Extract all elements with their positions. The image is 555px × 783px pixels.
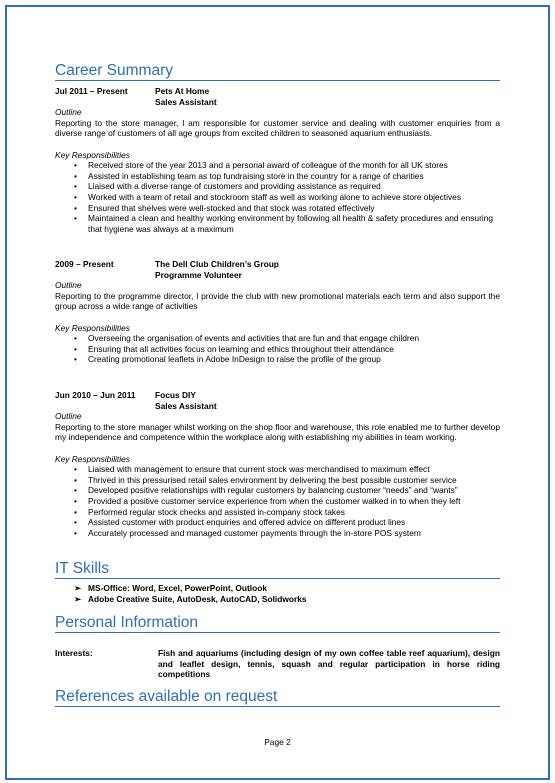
list-item: • Provided a positive customer service experience from when the customer walked in to when they left — [88, 496, 500, 507]
personal-information-section — [55, 648, 500, 680]
skill-text: MS-Office: Word, Excel, PowerPoint, Outlook — [88, 583, 267, 593]
list-item: • Liaised with a diverse range of customers and providing assistance as required — [88, 181, 500, 192]
list-item: • Performed regular stock checks and assisted in-company stock takes — [88, 507, 500, 518]
job-title: Programme Volunteer — [155, 269, 242, 280]
list-item: • Creating promotional leaflets in Adobe InDesign to raise the profile of the group — [88, 354, 500, 365]
job-employer-title — [155, 390, 217, 411]
list-item: • Overseeing the organisation of events and activities that are fun and that engage children — [88, 333, 500, 344]
job-header — [55, 390, 500, 411]
arrow-bullet-icon: ➢ — [74, 583, 82, 593]
responsibilities-list — [55, 160, 500, 234]
personal-information-heading: Personal Information — [55, 614, 500, 633]
job-entry — [55, 86, 500, 234]
outline-text: Reporting to the store manager, I am responsible for customer service and dealing with customer enquiries from a diverse range of customers of all age groups from excited children to seasoned aquarium enthusiasts. — [55, 117, 500, 139]
job-entry — [55, 259, 500, 365]
it-skills-list — [55, 583, 500, 604]
interests-label: Interests: — [55, 648, 93, 658]
arrow-bullet-icon: ➢ — [74, 593, 82, 604]
job-date: Jun 2010 – Jun 2011 — [55, 390, 136, 400]
list-item: • Developed positive relationships with regular customers by balancing customer “needs” and “wants” — [88, 485, 500, 496]
outline-text: Reporting to the programme director, I provide the club with new promotional materials each term and also support the group across a wide range of activities — [55, 290, 500, 312]
job-employer: The Dell Club Children’s Group — [155, 259, 279, 269]
responsibilities-label: Key Responsibilities — [55, 149, 130, 160]
responsibilities-label: Key Responsibilities — [55, 322, 130, 333]
references-heading: References available on request — [55, 688, 500, 707]
list-item: • Thrived in this pressurised retail sales environment by delivering the best possible customer service — [88, 475, 500, 486]
job-header — [55, 259, 500, 280]
list-item — [74, 583, 500, 594]
career-summary-heading: Career Summary — [55, 62, 500, 81]
list-item: • Assisted in establishing team as top fundraising store in the country for a range of charities — [88, 171, 500, 182]
interests-value: Fish and aquariums (including design of my own coffee table reef aquarium), design and leaflet design, tennis, squash and regular participation in horse riding competitions — [158, 648, 500, 680]
skill-text: Adobe Creative Suite, AutoDesk, AutoCAD, Solidworks — [88, 593, 307, 604]
list-item: • Maintained a clean and healthy working environment by following all health & safety procedures and ensuring that hygiene was always at a maximum — [88, 213, 500, 234]
it-skills-heading: IT Skills — [55, 560, 500, 579]
outline-label: Outline — [55, 280, 82, 291]
list-item: • Liaised with management to ensure that current stock was merchandised to maximum effect — [88, 464, 500, 475]
job-employer: Pets At Home — [155, 86, 210, 96]
job-date: 2009 – Present — [55, 259, 114, 269]
job-entry — [55, 390, 500, 538]
page-number: Page 2 — [264, 737, 291, 747]
outline-label: Outline — [55, 107, 82, 118]
responsibilities-label: Key Responsibilities — [55, 453, 130, 464]
list-item: • Ensuring that all activities focus on learning and ethics throughout their attendance — [88, 344, 500, 355]
it-skills-section — [55, 583, 500, 604]
job-employer-title — [155, 259, 279, 280]
interests-row — [55, 648, 500, 680]
job-title: Sales Assistant — [155, 400, 217, 411]
job-employer: Focus DIY — [155, 390, 196, 400]
job-employer-title — [155, 86, 217, 107]
job-title: Sales Assistant — [155, 96, 217, 107]
job-header — [55, 86, 500, 107]
list-item: • Worked with a team of retail and stockroom staff as well as working alone to achieve store objectives — [88, 192, 500, 203]
list-item: • Ensured that shelves were well-stocked and that stock was rotated effectively — [88, 203, 500, 214]
job-date: Jul 2011 – Present — [55, 86, 128, 96]
list-item: • Received store of the year 2013 and a personal award of colleague of the month for all UK stores — [88, 160, 500, 171]
outline-label: Outline — [55, 411, 82, 422]
outline-text: Reporting to the store manager whilst working on the shop floor and warehouse, this role enabled me to further develop my independence and competence within the workplace along with establishing my abilities in team working. — [55, 421, 500, 443]
list-item: • Accurately processed and managed customer payments through the in-store POS system — [88, 528, 500, 539]
responsibilities-list — [55, 464, 500, 538]
list-item: • Assisted customer with product enquiries and offered advice on different product lines — [88, 517, 500, 528]
responsibilities-list — [55, 333, 500, 365]
list-item — [74, 593, 500, 605]
